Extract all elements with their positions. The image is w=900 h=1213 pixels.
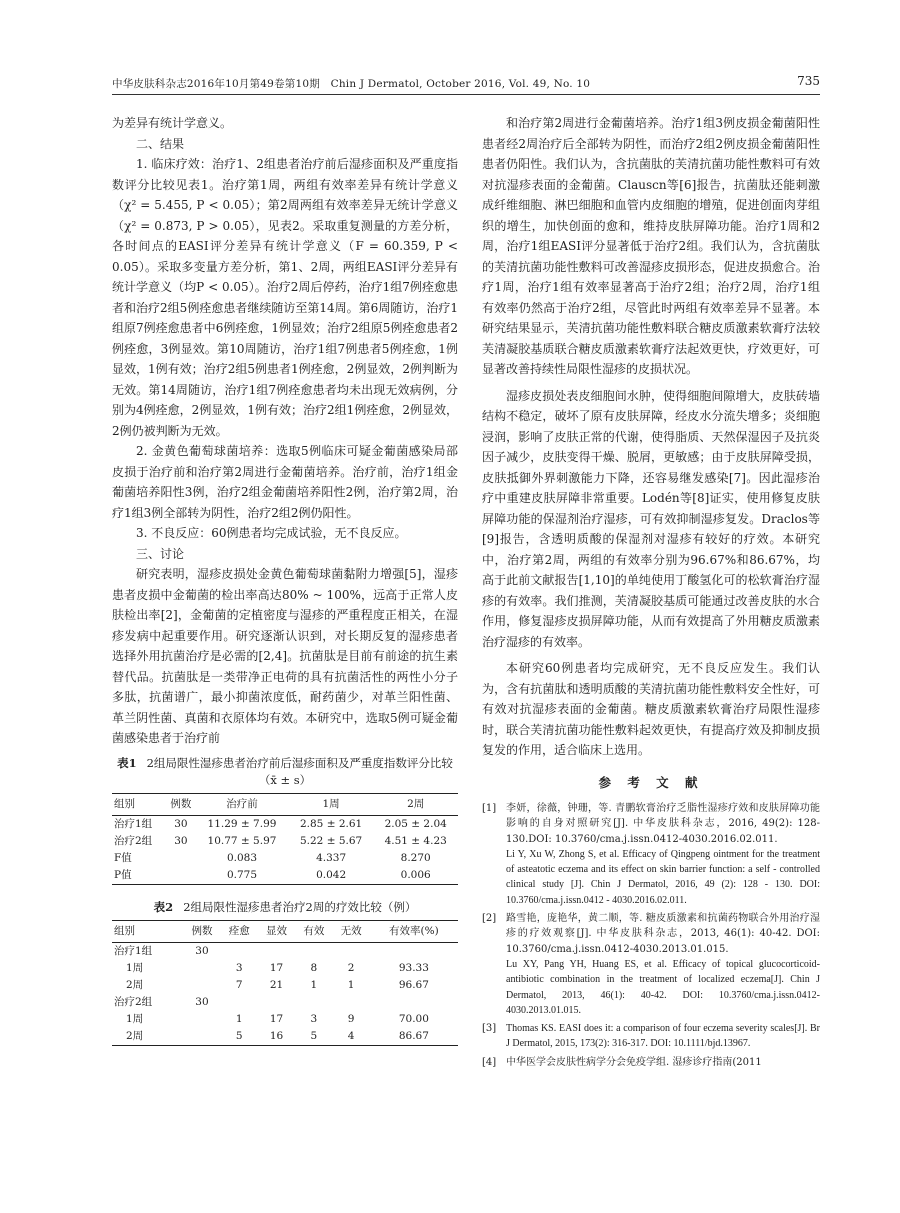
reference-text: 路雪艳，庞艳华，黄二顺，等. 糖皮质激素和抗菌药物联合外用治疗湿疹的疗效观察[J]. 中华皮肤科杂志，2013, 46(1): 40-42. DOI: 10.3760/cma.j.issn.0412-4030.2013.01.015. bbox=[506, 913, 820, 955]
table-cell: 2周 bbox=[112, 1028, 183, 1046]
paragraph: 本研究60例患者均完成研究，无不良反应发生。我们认为，含有抗菌肽和透明质酸的芙清抗菌功能性敷料安全性好，可有效对抗湿疹表面的金葡菌。糖皮质激素软膏治疗局限性湿疹时，联合芙清抗菌功能性敷料起效更快，有提高疗效及抑制皮损复发的作用，适合临床上选用。 bbox=[482, 661, 820, 757]
table-cell bbox=[332, 942, 369, 960]
table-cell: 9 bbox=[347, 1012, 355, 1025]
table-row bbox=[112, 994, 458, 1011]
table-header: 2周 bbox=[373, 793, 458, 815]
table-cell: 16 bbox=[258, 1028, 295, 1046]
table-cell bbox=[183, 1011, 220, 1028]
table-row bbox=[112, 977, 458, 994]
reference-text: 李妍，徐薇，钟珊，等. 青鹏软膏治疗乏脂性湿疹疗效和皮肤屏障功能影响的自身对照研究[J]. 中华皮肤科杂志，2016, 49(2): 128-130.DOI: 10.3760/cma.j.issn.0412-4030.2016.02.011. bbox=[506, 803, 820, 845]
paragraph: 湿疹皮损处表皮细胞间水肿，使得细胞间隙增大，皮肤砖墙结构不稳定，破坏了原有皮肤屏障，经皮水分流失增多；炎细胞浸润，影响了皮肤正常的代谢，使得脂质、天然保湿因子及抗炎因子减少，皮肤变得干燥、脱屑，更敏感；由于皮肤屏障受损，皮肤抵御外界刺激能力下降，还容易继发感染[7]。因此湿疹治疗中重建皮肤屏障非常重要。Lodén等[8]证实，使用修复皮肤屏障功能的保湿剂治疗湿疹，可有效抑制湿疹复发。Draclos等[9]报告，含透明质酸的保湿剂对湿疹有较好的疗效。本研究中，治疗第2周，两组的有效率分别为96.67%和86.67%，均高于此前文献报告[1,10]的单纯使用丁酸氢化可的松软膏治疗湿疹的有效率。我们推测，芙清凝胶基质可能通过改善皮肤的水合作用，修复湿疹皮损屏障功能，从而有效提高了外用糖皮质激素治疗湿疹的有效率。 bbox=[482, 388, 820, 649]
table-cell: 2.05 ± 2.04 bbox=[384, 817, 447, 830]
table-cell: 96.67 bbox=[398, 978, 429, 991]
table-row bbox=[112, 850, 458, 867]
reference-item bbox=[482, 911, 820, 1018]
table-cell bbox=[258, 994, 295, 1011]
table-cell: 1 bbox=[235, 1012, 243, 1025]
reference-item bbox=[482, 1021, 820, 1052]
table-cell: 4 bbox=[332, 1028, 369, 1046]
table-row bbox=[112, 833, 458, 850]
table-header: 有效 bbox=[295, 920, 332, 942]
table-cell: 17 bbox=[269, 961, 284, 974]
table-cell: 2周 bbox=[126, 978, 144, 991]
table-cell: 治疗1组 bbox=[114, 944, 153, 957]
table-cell: 5 bbox=[221, 1028, 258, 1046]
table-cell: 0.006 bbox=[373, 867, 458, 885]
table-cell: 11.29 ± 7.99 bbox=[207, 817, 277, 830]
reference-text: 中华医学会皮肤性病学分会免疫学组. 湿疹诊疗指南(2011 bbox=[506, 1056, 762, 1068]
table-cell: 86.67 bbox=[370, 1028, 458, 1046]
journal-citation: 中华皮肤科杂志2016年10月第49卷第10期 Chin J Dermatol, October 2016, Vol. 49, No. 10 bbox=[112, 78, 591, 90]
table-label: 表2 bbox=[153, 899, 174, 914]
reference-number: [4] bbox=[482, 1056, 497, 1068]
table-title: 2组局限性湿疹患者治疗2周的疗效比较（例） bbox=[183, 899, 417, 914]
table-cell bbox=[221, 994, 258, 1011]
table-cell: 7 bbox=[235, 978, 243, 991]
reference-text-en: Lu XY, Pang YH, Huang ES, et al. Efficacy of topical glucocorticoid-antibiotic combination in the treatment of localized eczema[J]. Chin J Dermatol, 2013, 46(1): 40-42. DOI: 10.3760/cma.j.issn.0412-4030.2013.01.015. bbox=[506, 958, 820, 1016]
section-heading-discussion: 三、讨论 bbox=[136, 546, 185, 561]
table-header: 有效率(%) bbox=[370, 920, 458, 942]
table-cell bbox=[183, 1028, 220, 1046]
table-header: 痊愈 bbox=[221, 920, 258, 942]
table-caption bbox=[112, 899, 458, 916]
table-row bbox=[112, 815, 458, 833]
table-cell: 5 bbox=[295, 1028, 332, 1046]
reference-number: [2] bbox=[482, 913, 497, 925]
table-cell: 5.22 ± 5.67 bbox=[299, 834, 363, 847]
table-header: 例数 bbox=[167, 793, 196, 815]
table-cell: 4.51 ± 4.23 bbox=[384, 834, 447, 847]
table-cell: 3 bbox=[235, 961, 243, 974]
table-cell: P值 bbox=[112, 867, 167, 885]
table-row bbox=[112, 1011, 458, 1028]
table-header: 治疗前 bbox=[195, 793, 289, 815]
left-column bbox=[112, 113, 458, 1046]
table-row bbox=[112, 942, 458, 960]
table-cell bbox=[295, 994, 332, 1011]
table-cell: F值 bbox=[114, 851, 132, 864]
table-cell bbox=[167, 867, 196, 885]
table-cell: 8 bbox=[310, 961, 318, 974]
section-heading-results: 二、结果 bbox=[136, 136, 185, 151]
table-cell: 1 bbox=[347, 978, 355, 991]
table-header: 组别 bbox=[112, 793, 167, 815]
table-cell: 10.77 ± 5.97 bbox=[207, 834, 277, 847]
table-cell: 0.042 bbox=[289, 867, 374, 885]
right-column bbox=[482, 113, 820, 1073]
table-row bbox=[112, 960, 458, 977]
table-label: 表1 bbox=[117, 755, 137, 770]
reference-text: Thomas KS. EASI does it: a comparison of four eczema severity scales[J]. Br J Dermatol, 2015, 173(2): 316-317. DOI: 10.1111/bjd.13967. bbox=[506, 1023, 820, 1050]
table-cell: 1周 bbox=[126, 961, 144, 974]
table-cell: 30 bbox=[174, 834, 188, 847]
table-cell: 治疗1组 bbox=[114, 817, 153, 830]
paragraph: 3. 不良反应：60例患者均完成试验，无不良反应。 bbox=[136, 526, 407, 540]
table-header: 显效 bbox=[258, 920, 295, 942]
table-cell: 1周 bbox=[126, 1012, 144, 1025]
reference-text-en: Li Y, Xu W, Zhong S, et al. Efficacy of Qingpeng ointment for the treatment of asteatotic eczema and its effect on skin barrier function: a self - controlled clinical study [J]. Chin J Dermatol, 2016, 49 (2): 128 - 130. DOI: 10.3760/cma.j.issn.0412 - 4030.2016.02.011. bbox=[506, 848, 820, 906]
table-cell bbox=[221, 942, 258, 960]
table-cell: 93.33 bbox=[398, 961, 429, 974]
table-cell: 17 bbox=[269, 1012, 284, 1025]
table-cell bbox=[183, 977, 220, 994]
reference-number: [1] bbox=[482, 803, 497, 814]
table-header: 例数 bbox=[183, 920, 220, 942]
table-cell bbox=[258, 942, 295, 960]
table-row bbox=[112, 1028, 458, 1046]
table-cell bbox=[370, 994, 458, 1011]
reference-item bbox=[482, 801, 820, 908]
table-header: 组别 bbox=[112, 920, 183, 942]
table-cell: 0.083 bbox=[226, 851, 257, 864]
table-cell bbox=[295, 942, 332, 960]
table-cell: 治疗2组 bbox=[114, 834, 153, 847]
table-header: 1周 bbox=[289, 793, 374, 815]
table-cell: 21 bbox=[269, 978, 284, 991]
table-cell bbox=[183, 960, 220, 977]
table-cell: 30 bbox=[195, 995, 209, 1008]
table-2 bbox=[112, 920, 458, 1046]
table-cell bbox=[167, 850, 196, 867]
paragraph: 和治疗第2周进行金葡菌培养。治疗1组3例皮损金葡菌阳性患者经2周治疗后全部转为阴性，而治疗2组2例皮损金葡菌阳性患者仍阳性。我们认为，含抗菌肽的芙清抗菌功能性敷料可有效对抗湿疹表面的金葡菌。Clauscn等[6]报告，抗菌肽还能刺激成纤维细胞、淋巴细胞和血管内皮细胞的增殖，促进创面肉芽组织的增生，加快创面的愈和，维持皮肤屏障功能。治疗1周和2周，治疗1组EASI评分显著低于治疗2组。我们认为，含抗菌肽的芙清抗菌功能性敷料可改善湿疹皮损形态，促进皮损愈合。治疗1周，治疗1组有效率显著高于治疗2组；治疗2周，治疗1组有效率仍然高于治疗2组，尽管此时两组有效率差异不显著。本研究结果显示，芙清抗菌功能性敷料联合糖皮质激素软膏疗法较芙清凝胶基质联合糖皮质激素软膏疗法起效更快，疗效更好，可显著改善持续性局限性湿疹的皮损状况。 bbox=[482, 116, 820, 376]
paragraph: 1. 临床疗效：治疗1、2组患者治疗前后湿疹面积及严重度指数评分比较见表1。治疗第1周，两组有效率差异有统计学意义（χ² = 5.455, P < 0.05）；第2周两组有效率差异无统计学意义（χ² = 0.873, P > 0.05），见表2。采取重复测量的方差分析，各时间点的EASI评分差异有统计学意义（F = 60.359, P < 0.05）。采取多变量方差分析，第1、2周，两组EASI评分差异有统计学意义（均P < 0.05）。治疗2周后停药，治疗1组7例痊愈患者和治疗2组5例痊愈患者继续随访至第14周。第6周随访，治疗1组原7例痊愈患者中6例痊愈，1例显效；治疗2组原5例痊愈患者2例痊愈，3例显效。第10周随访，治疗1组7例患者5例痊愈，1例显效，1例有效；治疗2组5例患者1例痊愈，2例显效，2例判断为无效。第14周随访，治疗1组7例痊愈患者均未出现无效病例，分别为4例痊愈，2例显效，1例有效；治疗2组1例痊愈，2例显效，2例仍被判断为无效。 bbox=[112, 157, 458, 438]
table-cell: 2.85 ± 2.61 bbox=[299, 817, 363, 830]
table-cell: 4.337 bbox=[316, 851, 347, 864]
table-title: 2组局限性湿疹患者治疗前后湿疹面积及严重度指数评分比较（x̄ ± s） bbox=[146, 755, 453, 787]
table-header: 无效 bbox=[332, 920, 369, 942]
page-number: 735 bbox=[797, 74, 820, 88]
paragraph: 为差异有统计学意义。 bbox=[112, 116, 233, 130]
reference-item bbox=[482, 1055, 820, 1070]
table-caption bbox=[112, 755, 458, 789]
table-cell bbox=[332, 994, 369, 1011]
table-cell: 3 bbox=[310, 1012, 318, 1025]
table-cell: 治疗2组 bbox=[114, 995, 153, 1008]
table-cell: 70.00 bbox=[398, 1012, 429, 1025]
table-cell: 0.775 bbox=[195, 867, 289, 885]
table-cell: 30 bbox=[174, 817, 188, 830]
table-cell: 2 bbox=[347, 961, 355, 974]
reference-number: [3] bbox=[482, 1023, 497, 1035]
table-cell: 1 bbox=[310, 978, 318, 991]
running-header bbox=[112, 72, 820, 95]
table-cell: 30 bbox=[195, 944, 209, 957]
table-cell bbox=[370, 942, 458, 960]
paragraph: 研究表明，湿疹皮损处金黄色葡萄球菌黏附力增强[5]，湿疹患者皮损中金葡菌的检出率高达80% ~ 100%，远高于正常人皮肤检出率[2]，金葡菌的定植密度与湿疹的严重程度正相关，在湿疹发病中起重要作用。研究逐渐认识到，对长期反复的湿疹患者选择外用抗菌治疗是必需的[2,4]。抗菌肽是目前有前途的抗生素替代品。抗菌肽是一类带净正电荷的具有抗菌活性的两性小分子多肽，抗菌谱广，最小抑菌浓度低，耐药菌少，对革兰阳性菌、革兰阴性菌、真菌和衣原体均有效。本研究中，选取5例可疑金葡菌感染患者于治疗前 bbox=[112, 567, 458, 745]
table-1 bbox=[112, 793, 458, 885]
table-row bbox=[112, 867, 458, 885]
references-heading: 参 考 文 献 bbox=[598, 774, 704, 790]
table-cell: 8.270 bbox=[400, 851, 431, 864]
paragraph: 2. 金黄色葡萄球菌培养：选取5例临床可疑金葡菌感染局部皮损于治疗前和治疗第2周进行金葡菌培养。治疗前，治疗1组金葡菌培养阳性3例，治疗2组金葡菌培养阳性2例，治疗第2周，治疗1组3例全部转为阴性，治疗2组2例仍阳性。 bbox=[112, 444, 458, 520]
